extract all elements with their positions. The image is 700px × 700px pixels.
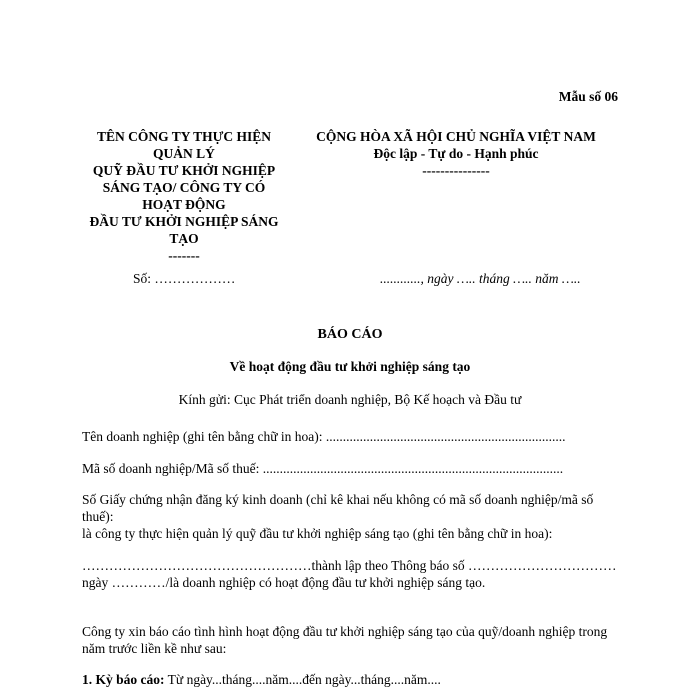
document-date: ............, ngày ….. tháng ….. năm ….. bbox=[380, 271, 581, 286]
form-number: Mẫu số 06 bbox=[558, 89, 618, 104]
reporting-period bbox=[82, 671, 627, 688]
period-label: 1. Kỳ báo cáo: bbox=[82, 672, 165, 687]
nation-name: CỘNG HÒA XÃ HỘI CHỦ NGHĨA VIỆT NAM bbox=[316, 129, 596, 144]
company-line: TẠO bbox=[169, 231, 199, 246]
tax-code-field: Mã số doanh nghiệp/Mã số thuế: ......................................................................................... bbox=[82, 461, 564, 476]
founding-notice-field: ……………………………………………thành lập theo Thông báo số bbox=[82, 558, 465, 573]
period-value: Từ ngày...tháng....năm....đến ngày...tháng....năm.... bbox=[164, 672, 441, 687]
company-line: QUỸ ĐẦU TƯ KHỞI NGHIỆP bbox=[92, 163, 276, 178]
founding-section bbox=[82, 557, 627, 591]
nation-motto: Độc lập - Tự do - Hạnh phúc bbox=[373, 146, 539, 161]
company-line: SÁNG TẠO/ CÔNG TY CÓ bbox=[102, 180, 266, 195]
company-line: QUẢN LÝ bbox=[153, 146, 215, 161]
report-title: BÁO CÁO bbox=[317, 327, 383, 342]
national-header bbox=[296, 128, 616, 179]
company-line: ĐẦU TƯ KHỞI NGHIỆP SÁNG bbox=[89, 214, 279, 229]
fund-manager-field: là công ty thực hiện quản lý quỹ đầu tư khởi nghiệp sáng tạo (ghi tên bằng chữ in hoa): bbox=[82, 526, 553, 541]
company-header bbox=[78, 128, 290, 264]
company-line: HOẠT ĐỘNG bbox=[142, 197, 226, 212]
recipient-line: Kính gửi: Cục Phát triển doanh nghiệp, Bộ Kế hoạch và Đầu tư bbox=[178, 392, 522, 407]
document-number: Số: ……………… bbox=[133, 271, 236, 286]
company-name-field: Tên doanh nghiệp (ghi tên bằng chữ in hoa): ....................................................................... bbox=[82, 429, 566, 444]
company-line: TÊN CÔNG TY THỰC HIỆN bbox=[96, 129, 272, 144]
intro-paragraph: Công ty xin báo cáo tình hình hoạt động đầu tư khởi nghiệp sáng tạo của quỹ/doanh nghiệp trong năm trước liền kề như sau: bbox=[82, 624, 608, 656]
report-subtitle: Về hoạt động đầu tư khởi nghiệp sáng tạo bbox=[229, 359, 471, 374]
founding-date-field: …………………………… ngày …………/là doanh nghiệp có hoạt động đầu tư khởi nghiệp sáng tạo. bbox=[82, 558, 617, 590]
company-divider: ------- bbox=[168, 248, 200, 263]
nation-divider: --------------- bbox=[422, 163, 490, 178]
certificate-field: Số Giấy chứng nhận đăng ký kinh doanh (chỉ kê khai nếu không có mã số doanh nghiệp/mã số thuế): bbox=[82, 492, 594, 524]
certificate-section bbox=[82, 491, 627, 542]
